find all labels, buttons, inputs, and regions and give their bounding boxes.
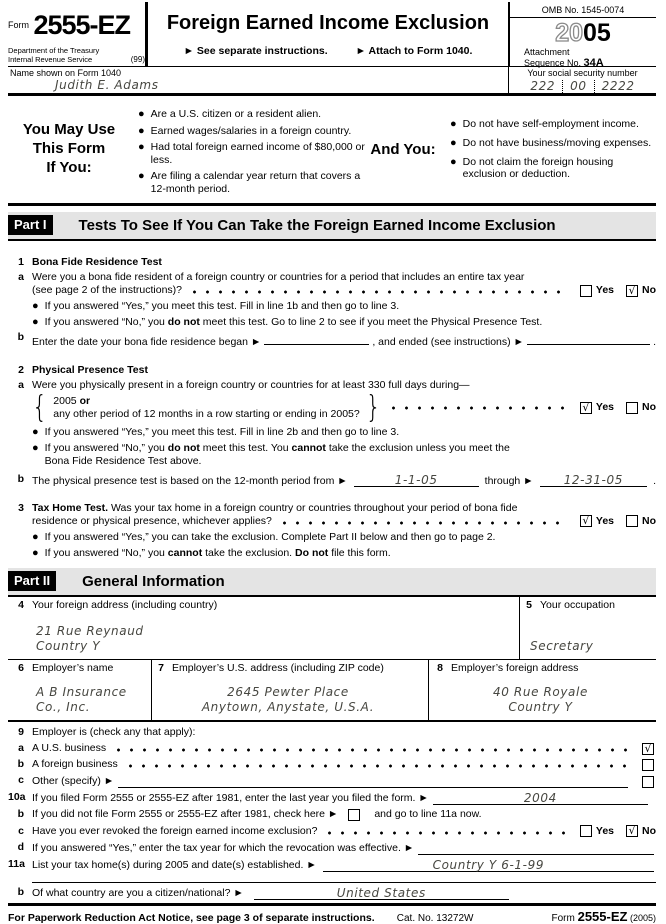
ssn-part-3: 2222 bbox=[601, 79, 635, 93]
residence-ended-field[interactable] bbox=[527, 331, 650, 345]
employer-us-address-cell bbox=[151, 660, 428, 720]
line1a-bullet-1: If you answered “Yes,” you meet this test. Fill in line 1b and then go to line 3. bbox=[44, 300, 400, 313]
employer-us-address-line2: Anytown, Anystate, U.S.A. bbox=[201, 700, 375, 715]
table-row bbox=[8, 597, 656, 660]
line2a-option-1: 2005 or bbox=[53, 394, 91, 407]
ssn-part-1: 222 bbox=[530, 79, 556, 93]
line9-number: 9 bbox=[18, 726, 24, 738]
part1-header-bar bbox=[8, 212, 656, 241]
line6-number: 6 bbox=[18, 662, 24, 674]
line6-label: Employer’s name bbox=[32, 662, 114, 674]
tax-year-prefix: 20 bbox=[555, 19, 583, 47]
line3-bullet-2: If you answered “No,” you cannot take the exclusion. Do not file this form. bbox=[44, 546, 391, 559]
line10b bbox=[8, 808, 656, 821]
line1a-yes-checkbox[interactable] bbox=[580, 285, 592, 297]
footer-form-number: 2555-EZ bbox=[577, 908, 628, 924]
employer-foreign-address-field[interactable] bbox=[429, 685, 652, 716]
may-use-line2: This Form bbox=[32, 140, 106, 158]
yes-label: Yes bbox=[595, 401, 614, 414]
name-field[interactable]: Judith E. Adams bbox=[55, 78, 159, 92]
line10b-text-2: and go to line 11a now. bbox=[374, 808, 482, 821]
dotted-leader bbox=[112, 745, 631, 753]
residence-began-field[interactable] bbox=[264, 331, 369, 345]
line3 bbox=[8, 502, 656, 560]
list-item bbox=[138, 108, 370, 121]
line1a-yes-group bbox=[580, 284, 614, 297]
form-header bbox=[8, 2, 656, 70]
no-label: No bbox=[642, 284, 656, 297]
foreign-address-cell bbox=[8, 597, 519, 659]
page-title: Foreign Earned Income Exclusion bbox=[166, 12, 490, 34]
general-info-table bbox=[8, 597, 656, 722]
title-block bbox=[148, 2, 508, 66]
bullet-icon: ● bbox=[32, 441, 39, 454]
line2b-period: . bbox=[653, 474, 656, 487]
line3-text-2: residence or physical presence, whichever applies? bbox=[32, 514, 272, 527]
line10c-yes-checkbox[interactable] bbox=[580, 825, 592, 837]
tax-year-suffix: 05 bbox=[583, 19, 611, 47]
line1a bbox=[8, 271, 656, 329]
line1a-no-group bbox=[626, 284, 656, 297]
line2a-no-checkbox[interactable] bbox=[626, 402, 638, 414]
employer-name-cell bbox=[8, 660, 151, 720]
line2a-letter: a bbox=[18, 379, 24, 392]
may-use-line1: You May Use bbox=[22, 121, 116, 139]
and-you-bullet-2: Do not have business/moving expenses. bbox=[462, 136, 652, 149]
yes-label: Yes bbox=[595, 284, 614, 297]
part2-label: Part II bbox=[8, 571, 56, 591]
may-use-bullet-2: Earned wages/salaries in a foreign country. bbox=[150, 124, 352, 137]
foreign-address-line1: 21 Rue Reynaud bbox=[36, 623, 144, 638]
list-item bbox=[450, 137, 656, 150]
period-through-field[interactable]: 12-31-05 bbox=[540, 473, 648, 487]
line1a-letter: a bbox=[18, 271, 24, 284]
line11b bbox=[8, 886, 656, 900]
part1-label: Part I bbox=[8, 215, 53, 235]
list-item bbox=[32, 426, 656, 439]
line10a-number: 10a bbox=[8, 791, 26, 804]
line2-heading-row bbox=[8, 364, 656, 377]
line10c-text: Have you ever revoked the foreign earned income exclusion? bbox=[32, 824, 318, 837]
last-year-filed-field[interactable]: 2004 bbox=[433, 791, 648, 805]
may-use-line3: If You: bbox=[46, 158, 92, 176]
agency-line2: Internal Revenue Service bbox=[8, 55, 93, 65]
no-label: No bbox=[642, 824, 656, 837]
line10d-letter: d bbox=[17, 840, 24, 853]
agency-line1: Department of the Treasury bbox=[8, 46, 100, 55]
line5-number: 5 bbox=[526, 599, 532, 611]
line9c-letter: c bbox=[18, 774, 24, 787]
bullet-icon: ● bbox=[450, 136, 457, 149]
line2a-option-2: any other period of 12 months in a row starting or ending in 2005? bbox=[53, 408, 360, 420]
line5-label: Your occupation bbox=[540, 599, 615, 611]
ssn-separator bbox=[594, 80, 595, 93]
line11a-number: 11a bbox=[8, 857, 25, 870]
line10c-letter: c bbox=[18, 824, 24, 837]
bullet-icon: ● bbox=[32, 300, 39, 313]
line3-number: 3 bbox=[18, 501, 24, 514]
part2-title: General Information bbox=[82, 572, 225, 590]
line10b-text-1: If you did not file Form 2555 or 2555-EZ after 1981, check here ► bbox=[32, 808, 339, 821]
line2a-brace-block bbox=[32, 389, 656, 425]
sequence-label: Sequence No. bbox=[524, 58, 584, 69]
close-brace: } bbox=[365, 389, 382, 425]
line10b-checkbox[interactable] bbox=[348, 809, 360, 821]
form-footer bbox=[8, 903, 656, 924]
agency-code: (99) bbox=[130, 54, 145, 64]
may-use-bullet-4: Are filing a calendar year return that covers a 12-month period. bbox=[150, 170, 361, 195]
line9a-letter: a bbox=[18, 742, 24, 755]
line9 bbox=[8, 726, 656, 739]
ssn-part-2: 00 bbox=[570, 79, 587, 93]
line8-label: Employer’s foreign address bbox=[451, 662, 579, 674]
may-use-bullets bbox=[138, 104, 370, 195]
name-label: Name shown on Form 1040 bbox=[10, 68, 122, 78]
line1b-text-2: , and ended (see instructions) ► bbox=[372, 336, 524, 349]
list-item bbox=[32, 547, 656, 560]
bullet-icon: ● bbox=[32, 316, 39, 329]
dotted-leader bbox=[188, 287, 569, 295]
line2a-bullet-1: If you answered “Yes,” you meet this test. Fill in line 2b and then go to line 3. bbox=[44, 425, 400, 438]
line11b-text: Of what country are you a citizen/national? ► bbox=[32, 886, 244, 899]
tax-home-field[interactable]: Country Y 6-1-99 bbox=[323, 858, 654, 872]
and-you-bullet-3: Do not claim the foreign housing exclusion or deduction. bbox=[462, 155, 614, 181]
employer-foreign-address-line2: Country Y bbox=[508, 700, 573, 715]
line1b-period: . bbox=[653, 336, 656, 349]
table-row bbox=[8, 660, 656, 722]
line2b-letter: b bbox=[17, 472, 24, 485]
line2b bbox=[8, 473, 656, 488]
line1-heading: Bona Fide Residence Test bbox=[32, 256, 162, 268]
part1-title: Tests To See If You Can Take the Foreign Earned Income Exclusion bbox=[78, 216, 556, 234]
footer-form-word: Form bbox=[551, 912, 578, 924]
tax-year bbox=[510, 21, 656, 46]
yes-label: Yes bbox=[595, 824, 614, 837]
list-item bbox=[138, 125, 370, 138]
list-item bbox=[32, 316, 656, 329]
eligibility-section bbox=[8, 96, 656, 206]
dotted-leader bbox=[124, 761, 631, 769]
employer-name-field[interactable]: A B Insurance Co., Inc. bbox=[36, 684, 127, 715]
line9c-text: Other (specify) ► bbox=[32, 775, 115, 788]
line7-number: 7 bbox=[158, 662, 164, 674]
line3-yes-group bbox=[580, 515, 614, 528]
line9c bbox=[8, 774, 656, 788]
bullet-icon: ● bbox=[138, 170, 145, 183]
occupation-field[interactable]: Secretary bbox=[530, 639, 594, 654]
line10a-text: If you filed Form 2555 or 2555-EZ after 1981, enter the last year you filed the form. ► bbox=[32, 792, 429, 805]
yes-label: Yes bbox=[595, 514, 614, 527]
list-item bbox=[32, 442, 656, 468]
line3-no-checkbox[interactable] bbox=[626, 515, 638, 527]
line10c-no-checkbox[interactable]: √ bbox=[626, 825, 638, 837]
bullet-icon: ● bbox=[138, 124, 145, 137]
and-you-bullet-1: Do not have self-employment income. bbox=[462, 118, 639, 131]
line8-number: 8 bbox=[437, 662, 443, 674]
line2a-bullet-2: If you answered “No,” you do not meet this test. You cannot take the exclusion unless you meet the Bona Fide Residence Test above. bbox=[44, 441, 510, 467]
line2b-text-1: The physical presence test is based on the 12-month period from ► bbox=[32, 474, 348, 487]
ssn-label: Your social security number bbox=[527, 68, 638, 78]
line10c-yes-group bbox=[580, 825, 614, 838]
line2-heading: Physical Presence Test bbox=[32, 364, 148, 377]
omb-block bbox=[508, 2, 656, 70]
line1a-no-checkbox[interactable]: √ bbox=[626, 285, 638, 297]
line1a-text-2: (see page 2 of the instructions)? bbox=[32, 284, 183, 297]
line2a bbox=[8, 379, 656, 468]
dotted-leader bbox=[387, 403, 569, 411]
line3-no-group bbox=[626, 515, 656, 528]
list-item bbox=[32, 531, 656, 544]
line10d-text: If you answered “Yes,” enter the tax year for which the revocation was effective. ► bbox=[32, 841, 415, 854]
form-id-block bbox=[8, 2, 148, 66]
may-use-bullet-3: Had total foreign earned income of $80,000 or less. bbox=[150, 141, 365, 166]
other-specify-field[interactable] bbox=[118, 774, 628, 788]
sequence-number: 34A bbox=[583, 57, 604, 70]
line2a-no-group bbox=[626, 401, 656, 414]
list-item bbox=[138, 141, 370, 166]
and-you-heading: And You: bbox=[370, 141, 436, 158]
line1b-text-1: Enter the date your bona fide residence began ► bbox=[32, 336, 262, 349]
line9b-text: A foreign business bbox=[32, 758, 118, 771]
list-item bbox=[450, 118, 656, 131]
omb-number: OMB No. 1545-0074 bbox=[510, 2, 656, 18]
line2-number: 2 bbox=[18, 364, 24, 377]
list-item bbox=[32, 300, 656, 313]
line1-heading-row bbox=[8, 256, 656, 269]
employer-us-address-field[interactable] bbox=[152, 685, 424, 716]
line11a bbox=[8, 858, 656, 872]
foreign-address-field[interactable] bbox=[8, 624, 515, 655]
employer-foreign-address-line1: 40 Rue Royale bbox=[493, 684, 588, 699]
form-number: 2555-EZ bbox=[33, 10, 131, 40]
line3-bullet-1: If you answered “Yes,” you can take the exclusion. Complete Part II below and then go to page 2. bbox=[44, 530, 496, 543]
footer-form-year: (2005) bbox=[627, 912, 656, 923]
line4-number: 4 bbox=[18, 599, 24, 611]
line9a-checkbox[interactable]: √ bbox=[642, 743, 654, 755]
line2a-yes-group bbox=[580, 401, 614, 414]
no-label: No bbox=[642, 401, 656, 414]
revocation-year-field[interactable] bbox=[418, 841, 654, 855]
line3-yes-checkbox[interactable]: √ bbox=[580, 515, 592, 527]
line9b-checkbox[interactable] bbox=[642, 759, 654, 771]
bullet-icon: ● bbox=[450, 118, 457, 131]
line10c bbox=[8, 825, 656, 838]
ssn-separator bbox=[562, 80, 563, 93]
footer-form-id bbox=[551, 909, 656, 924]
attach-note: ► Attach to Form 1040. bbox=[355, 45, 473, 57]
bullet-icon: ● bbox=[138, 141, 145, 154]
line2a-text-1: Were you physically present in a foreign country or countries for at least 330 full days during— bbox=[32, 379, 470, 392]
paperwork-notice: For Paperwork Reduction Act Notice, see page 3 of separate instructions. bbox=[8, 911, 375, 924]
may-use-heading bbox=[10, 121, 128, 177]
bullet-icon: ● bbox=[32, 425, 39, 438]
employer-foreign-address-cell bbox=[428, 660, 656, 720]
ssn-cell bbox=[508, 67, 656, 93]
dotted-leader bbox=[323, 828, 568, 836]
period-from-field[interactable]: 1-1-05 bbox=[354, 473, 479, 487]
part2-header-bar bbox=[8, 568, 656, 597]
open-brace: { bbox=[32, 389, 48, 425]
tax-home-continuation-field[interactable] bbox=[32, 872, 656, 883]
line9b-letter: b bbox=[17, 758, 24, 771]
line1a-bullet-2: If you answered “No,” you do not meet this test. Go to line 2 to see if you meet the Physical Presence Test. bbox=[44, 316, 543, 329]
line2a-yes-checkbox[interactable]: √ bbox=[580, 402, 592, 414]
line10c-no-group bbox=[626, 825, 656, 838]
line9c-checkbox[interactable] bbox=[642, 776, 654, 788]
line1b-letter: b bbox=[17, 331, 24, 344]
ssn-field[interactable] bbox=[509, 79, 656, 93]
catalog-number: Cat. No. 13272W bbox=[396, 912, 474, 924]
occupation-cell bbox=[519, 597, 656, 659]
agency-block bbox=[8, 46, 145, 65]
bullet-icon: ● bbox=[32, 546, 39, 559]
line10b-letter: b bbox=[17, 808, 24, 821]
line1b bbox=[8, 331, 656, 349]
no-label: No bbox=[642, 514, 656, 527]
name-ssn-row bbox=[8, 66, 656, 96]
line9b bbox=[8, 758, 656, 771]
form-word: Form bbox=[8, 20, 29, 30]
see-instructions-note: ► See separate instructions. bbox=[183, 45, 328, 57]
line10a bbox=[8, 791, 656, 805]
citizenship-country-field[interactable]: United States bbox=[254, 886, 509, 900]
name-cell bbox=[8, 67, 508, 93]
attachment-word: Attachment bbox=[524, 47, 570, 57]
line1a-text-1: Were you a bona fide resident of a foreign country or countries for a period that includes an entire tax year bbox=[32, 271, 525, 284]
and-you-bullets bbox=[450, 112, 656, 186]
may-use-bullet-1: Are a U.S. citizen or a resident alien. bbox=[150, 108, 322, 120]
line11a-text: List your tax home(s) during 2005 and date(s) established. ► bbox=[32, 858, 317, 871]
list-item bbox=[138, 170, 370, 195]
line3-text-1: Tax Home Test. Was your tax home in a foreign country or countries throughout your period of bona fide bbox=[32, 501, 518, 514]
bullet-icon: ● bbox=[32, 530, 39, 543]
line1-number: 1 bbox=[18, 256, 24, 268]
line2b-text-2: through ► bbox=[484, 474, 534, 487]
employer-us-address-line1: 2645 Pewter Place bbox=[227, 684, 349, 699]
line7-label: Employer’s U.S. address (including ZIP code) bbox=[172, 662, 384, 674]
dotted-leader bbox=[278, 518, 569, 526]
line11b-letter: b bbox=[17, 885, 24, 898]
list-item bbox=[450, 156, 656, 181]
line9a bbox=[8, 742, 656, 755]
bullet-icon: ● bbox=[450, 155, 457, 168]
part2-lines bbox=[8, 726, 656, 900]
part1-content bbox=[8, 256, 656, 560]
line9-label: Employer is (check any that apply): bbox=[32, 726, 196, 738]
line4-label: Your foreign address (including country) bbox=[32, 599, 218, 611]
bullet-icon: ● bbox=[138, 108, 145, 120]
line9a-text: A U.S. business bbox=[32, 742, 107, 755]
foreign-address-line2: Country Y bbox=[36, 639, 101, 654]
line10d bbox=[8, 841, 656, 855]
